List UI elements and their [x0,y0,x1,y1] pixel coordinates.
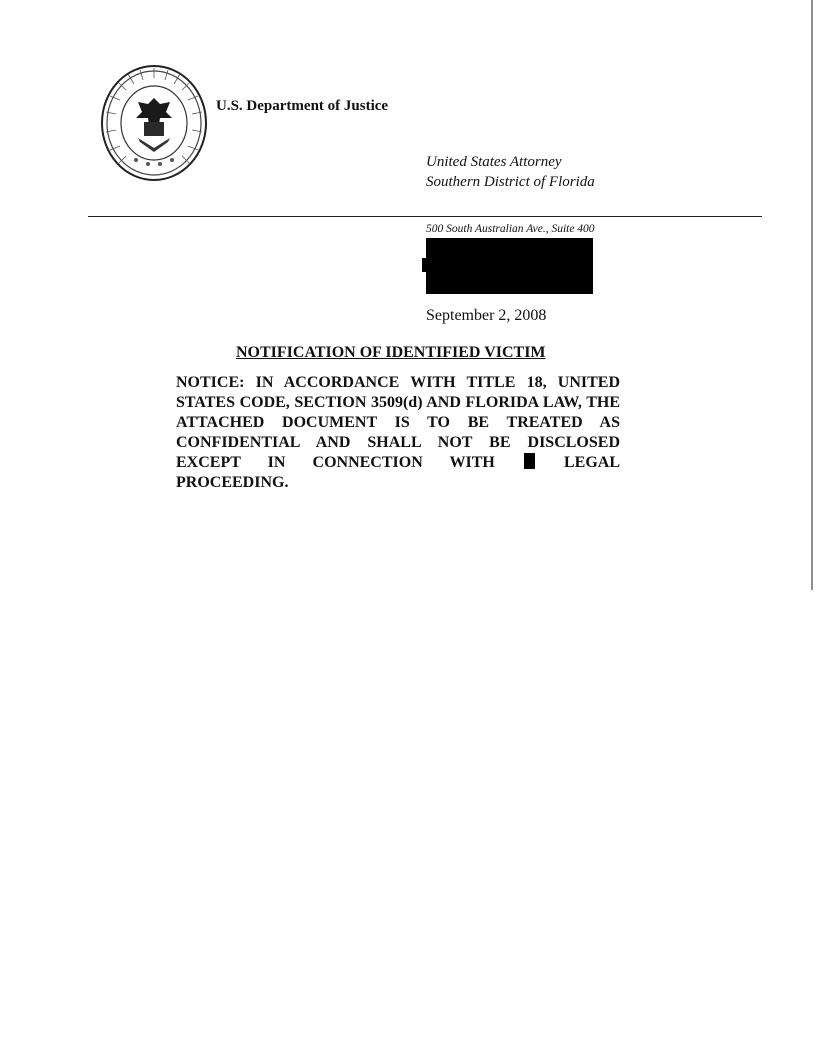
inline-redaction [524,453,535,469]
office-title: United States Attorney [426,154,562,170]
address-line: 500 South Australian Ave., Suite 400 [426,223,595,235]
notice-body-text: NOTICE: IN ACCORDANCE WITH TITLE 18, UNITED STATES CODE, SECTION 3509(d) AND FLORIDA LAW, THE ATTACHED DOCUMENT IS TO BE TREATED AS CONFIDENTIAL AND SHALL NOT BE DISCLOSED EXCEPT IN CONNECTION WITH [176,374,620,471]
agency-name: U.S. Department of Justice [216,98,389,114]
address-redaction-edge [422,258,427,272]
page-edge-shadow [811,0,813,590]
office-district: Southern District of Florida [426,174,595,190]
doj-seal-icon [98,62,210,184]
notice-heading: NOTIFICATION OF IDENTIFIED VICTIM [236,344,546,361]
address-redaction [426,238,593,294]
notice-body [176,373,620,493]
letter-date: September 2, 2008 [426,307,547,324]
notice-body-text-end: LEGAL PROCEEDING. [176,454,620,491]
header-divider [88,216,762,217]
